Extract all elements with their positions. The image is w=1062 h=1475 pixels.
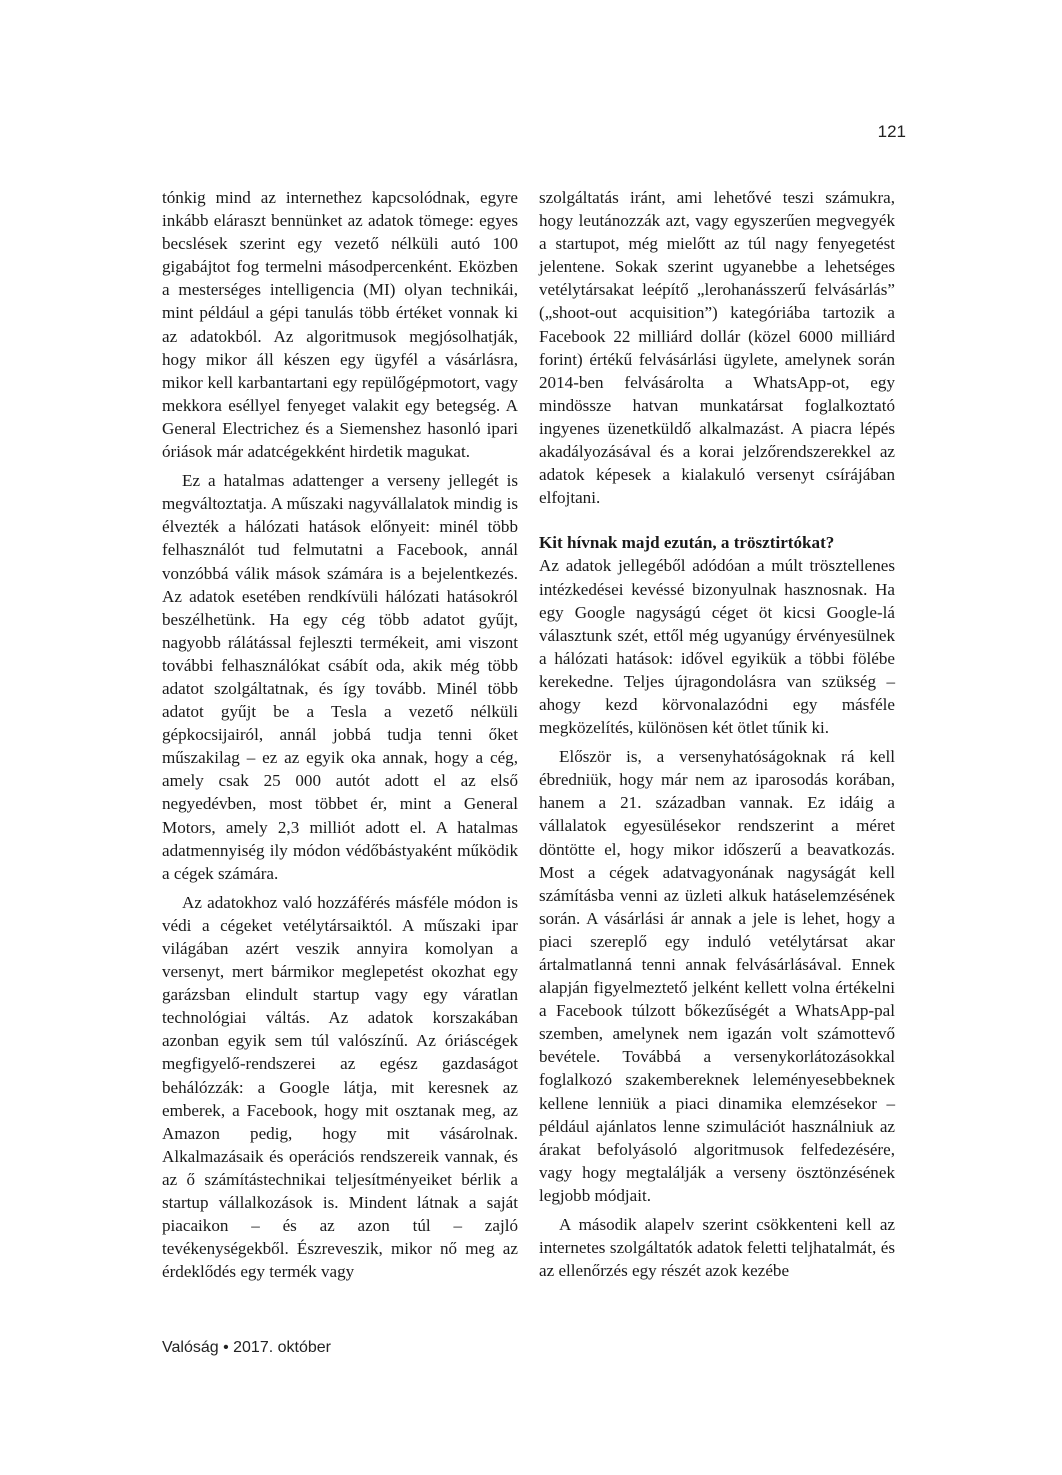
paragraph: szolgáltatás iránt, ami lehetővé teszi számukra, hogy leutánozzák azt, vagy egyszerűen megvegyék a startupot, még mielőtt az túl nagy fenyegetést jelentene. Sokak szerint ugyanebbe a lehetséges vetélytársakat leépítő „lerohanásszerű felvásárlás” („shoot-out acquisition”) kategóriába tartozik a Facebook 22 milliárd dollár (közel 6000 milliárd forint) értékű felvásárlási ügylete, amelynek során 2014-ben felvásárolta a WhatsApp-ot, egy mindössze hatvan munkatársat foglalkoztató ingyenes üzenetküldő alkalmazást. A piacra lépés akadályozásával és a korai jelzőrendszerekkel az adatok képesek a kialakuló versenyt csírájában elfojtani. <box>539 188 895 508</box>
section-heading: Kit hívnak majd ezután, a trösztirtókat? <box>539 533 835 553</box>
left-column <box>162 186 518 1289</box>
page-footer: Valóság • 2017. október <box>162 1339 331 1356</box>
paragraph: tónkig mind az internethez kapcsolódnak, egyre inkább eláraszt bennünket az adatok tömege: egyes becslések szerint egy vezető nélküli autó 100 gigabájtot fog termelni másodpercenként. Eközben a mesterséges intelligencia (MI) olyan technikái, mint például a gépi tanulás több értéket vonnak ki az adatokból. Az algoritmusok megjósolhatják, hogy mikor áll készen egy ügyfél a vásárlásra, mikor kell karbantartani egy repülőgépmotort, vagy mekkora eséllyel fenyeget valakit egy betegség. A General Electrichez és a Siemenshez hasonló ipari óriások már adatcégekként hirdetik magukat. <box>162 188 518 462</box>
paragraph: A második alapelv szerint csökkenteni kell az internetes szolgáltatók adatok feletti teljhatalmát, és az ellenőrzés egy részét azok kezébe <box>539 1215 895 1281</box>
page-number: 121 <box>877 122 906 141</box>
paragraph: Ez a hatalmas adattenger a verseny jellegét is megváltoztatja. A műszaki nagyvállalatok mindig is élvezték a hálózati hatások előnyeit: minél több felhasználót tud felmutatni a Facebook, annál vonzóbbá válik mások számára is a bejelentkezés. Az adatok esetében rendkívüli hálózati hatásokról beszélhetünk. Ha egy cég több adatot gyűjt, nagyobb rálátással fejleszti termékeit, ami viszont további felhasználókat csábít oda, akik még több adatot szolgáltatnak, és így tovább. Minél több adatot gyűjt be a Tesla a vezető nélküli gépkocsijairól, annál jobbá tudja tenni őket műszakilag – ez az egyik oka annak, hogy a cég, amely csak 25 000 autót adott el az első negyedévben, most többet ér, mint a General Motors, amely 2,3 milliót adott el. A hatalmas adatmennyiség ily módon védőbástyaként működik a cégek számára. <box>162 471 518 883</box>
right-column <box>539 186 895 1288</box>
paragraph: Az adatok jellegéből adódóan a múlt trösztellenes intézkedései kevéssé bizonyulnak hasznosnak. Ha egy Google nagyságú céget öt kicsi Google-lá választunk szét, ettől még ugyanúgy érvényesülnek a hálózati hatások: idővel egyikük a többi fölébe kerekedne. Teljes újragondolásra van szükség – ahogy kezd körvonalazódni egy másféle megközelítés, különösen két ötlet tűnik ki. <box>539 556 895 738</box>
paragraph: Az adatokhoz való hozzáférés másféle módon is védi a cégeket vetélytársaiktól. A műszaki ipar világában azért veszik annyira komolyan a versenyt, mert bármikor meglepetést okozhat egy garázsban elindult startup vagy egy váratlan technológiai váltás. Az adatok korszakában azonban egyik sem túl valószínű. Az óriáscégek megfigyelő-rendszerei az egész gazdaságot behálózzák: a Google látja, mit keresnek az emberek, a Facebook, hogy mit osztanak meg, az Amazon pedig, hogy mit vásárolnak. Alkalmazásaik és operációs rendszereik vannak, és az ő számítástechnikai teljesítményeiket bérlik a startup vállalkozások is. Mindent látnak a saját piacaikon – és az azon túl – zajló tevékenységekből. Észreveszik, mikor nő meg az érdeklődés egy termék vagy <box>162 892 518 1282</box>
paragraph: Először is, a versenyhatóságoknak rá kell ébredniük, hogy már nem az iparosodás korában, hanem a 21. században vannak. Ez idáig a vállalatok egyesülésekor rendszerint a méret döntötte el, hogy mikor időszerű a beavatkozás. Most a cégek adatvagyonának nagyságát kell számításba venni az üzleti alkuk hatáselemzésének során. A vásárlási ár annak a jele is lehet, hogy a piaci szereplő egy induló vetélytársat akar ártalmatlanná tenni annak felvásárlásával. Ennek alapján figyelmeztető jelként kellett volna értékelni a Facebook túlzott bőkezűségét a WhatsApp-pal szemben, amelynek nem igazán volt számottevő bevétele. Továbbá a versenykorlátozásokkal foglalkozó szakembereknek leleményesebbeknek kellene lenniük a piaci dinamika elemzésekor – például ajánlatos lenne szimulációt használniuk az árakat befolyásoló algoritmusok felfedezésére, vagy hogy megtalálják a verseny ösztönzésének legjobb módjait. <box>539 747 895 1205</box>
